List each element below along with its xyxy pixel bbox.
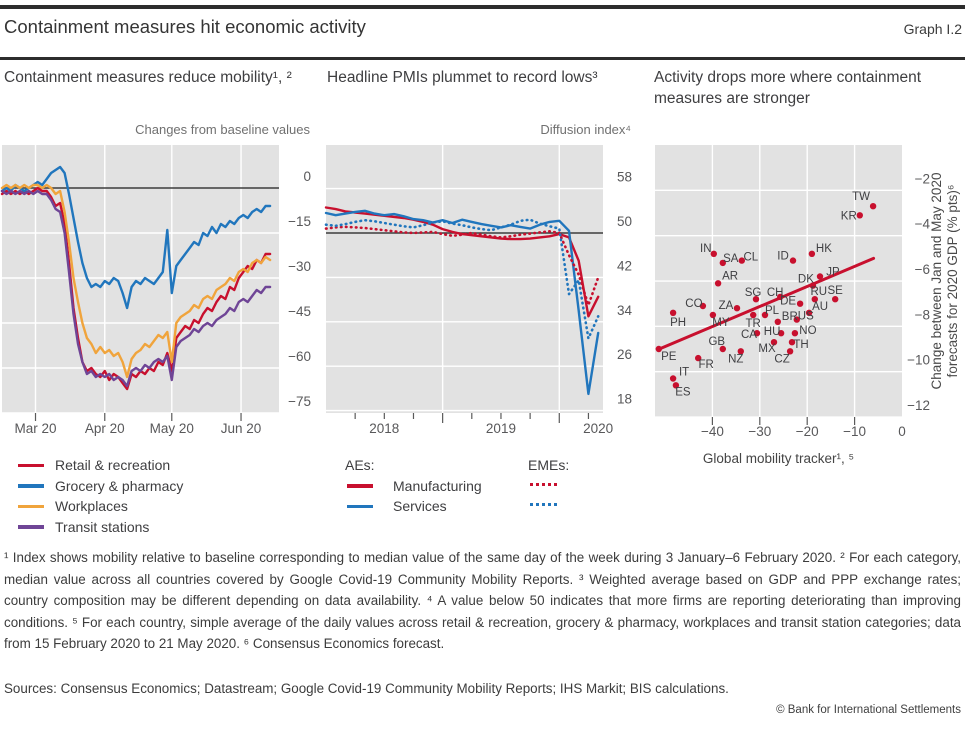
legend-swatch-solid — [347, 484, 373, 488]
svg-text:ID: ID — [777, 250, 789, 263]
svg-text:NZ: NZ — [728, 353, 744, 366]
svg-text:JP: JP — [826, 266, 840, 279]
legend-swatch-transit — [18, 525, 44, 529]
scatter-point-AR — [715, 280, 721, 286]
svg-text:MY: MY — [712, 317, 730, 329]
pmi-unit-label: Diffusion index⁴ — [540, 122, 631, 137]
y-axis — [288, 169, 311, 409]
scatter-point-HK — [809, 251, 815, 257]
graph-number: Graph I.2 — [903, 21, 962, 37]
svg-text:RU: RU — [810, 286, 828, 299]
legend-label: Workplaces — [55, 498, 128, 514]
scatter-y-axis-title — [929, 173, 960, 390]
x-axis — [14, 413, 261, 436]
svg-text:CH: CH — [766, 286, 784, 299]
svg-text:−75: −75 — [288, 394, 311, 409]
svg-text:TW: TW — [852, 191, 871, 204]
scatter-point-TW — [870, 203, 876, 209]
svg-text:DK: DK — [797, 273, 814, 286]
svg-text:DE: DE — [780, 295, 797, 308]
scatter-x-axis-title: Global mobility tracker¹, ⁵ — [702, 451, 855, 466]
svg-text:TH: TH — [793, 339, 809, 352]
svg-text:AR: AR — [722, 270, 739, 283]
svg-text:IN: IN — [700, 242, 712, 255]
legend-swatch-dotted — [530, 503, 557, 506]
svg-text:−12: −12 — [907, 398, 930, 414]
svg-text:−20: −20 — [795, 424, 819, 439]
svg-text:AU: AU — [812, 300, 829, 313]
svg-text:−8: −8 — [914, 307, 930, 323]
svg-text:US: US — [797, 310, 814, 323]
svg-text:2019: 2019 — [485, 421, 516, 436]
plot-area — [326, 145, 603, 413]
legend-swatch-retail — [18, 464, 44, 468]
scatter-point-DE — [797, 301, 803, 307]
panel-title-pmi: Headline PMIs plummet to record lows³ — [327, 69, 598, 86]
legend-label: Retail & recreation — [55, 457, 171, 473]
legend-swatch-grocery — [18, 484, 44, 488]
scatter-point-KR — [857, 212, 863, 218]
legend-label: Services — [393, 498, 447, 514]
pmi-chart — [318, 140, 636, 440]
svg-text:Change between Jan and May 202: Change between Jan and May 2020 — [929, 172, 944, 390]
y-axis — [617, 170, 633, 407]
y-axis — [907, 171, 930, 413]
svg-text:MX: MX — [758, 343, 776, 356]
svg-text:0: 0 — [303, 169, 311, 184]
svg-text:May 20: May 20 — [149, 421, 194, 436]
svg-text:ZA: ZA — [718, 300, 734, 313]
pmi-legend-headers — [345, 455, 635, 476]
svg-text:FR: FR — [698, 359, 714, 372]
svg-text:TR: TR — [745, 318, 761, 330]
scatter-point-ZA — [734, 305, 740, 311]
svg-text:HU: HU — [763, 326, 781, 339]
svg-text:CL: CL — [743, 251, 759, 264]
svg-text:Mar 20: Mar 20 — [14, 421, 57, 436]
panel-title-mobility: Containment measures reduce mobility¹, ² — [4, 69, 292, 86]
svg-text:−30: −30 — [288, 259, 311, 274]
svg-text:SG: SG — [744, 287, 762, 300]
svg-text:−2: −2 — [914, 171, 930, 187]
svg-text:GB: GB — [708, 336, 726, 348]
svg-text:ES: ES — [675, 386, 691, 399]
svg-text:NO: NO — [799, 325, 817, 338]
svg-text:CO: CO — [685, 298, 703, 310]
svg-text:−40: −40 — [700, 424, 724, 439]
panel-title-scatter: Activity drops more where containment measures are stronger — [654, 69, 922, 107]
svg-text:PH: PH — [670, 316, 687, 329]
svg-text:−4: −4 — [914, 216, 930, 232]
svg-text:BR: BR — [781, 310, 798, 323]
page-title: Containment measures hit economic activity — [4, 16, 366, 37]
svg-text:forecasts for 2020 GDP (% pts): forecasts for 2020 GDP (% pts)⁶ — [945, 184, 960, 378]
legend-header-emes: EMEs: — [528, 457, 570, 473]
legend-swatch-dotted — [530, 483, 557, 486]
legend-item-services — [345, 496, 635, 517]
scatter-point-ID — [790, 257, 796, 263]
svg-text:2020: 2020 — [583, 421, 614, 436]
scatter-point-NO — [792, 330, 798, 336]
svg-text:50: 50 — [616, 214, 632, 229]
legend-swatch-solid — [347, 505, 373, 509]
title-divider — [0, 57, 965, 60]
svg-text:18: 18 — [616, 391, 632, 407]
svg-text:−60: −60 — [288, 349, 311, 364]
svg-text:HK: HK — [815, 242, 832, 255]
svg-text:58: 58 — [616, 169, 632, 185]
svg-text:26: 26 — [616, 347, 632, 363]
svg-text:42: 42 — [616, 258, 632, 274]
svg-text:2018: 2018 — [369, 421, 400, 436]
footnotes: ¹ Index shows mobility relative to baseline corresponding to median value of the same day of the week during 3 January–6 February 2020. ² For each category, median value across all countries covered by Google Covid-19 Community Mobility Reports. ³ Weighted average based on GDP and PPP exchange rates; country composition may be different depending on data availability. ⁴ A value below 50 indicates that more firms are reporting deteriorating than improving conditions. ⁵ For each country, simple average of the daily values across retail & recreation, grocery & pharmacy, workplaces and transit station categories; data from 15 February 2020 to 21 May 2020. ⁶ Consensus Economics forecast. — [4, 550, 961, 652]
svg-text:PL: PL — [764, 305, 780, 317]
scatter-chart — [640, 140, 965, 445]
svg-text:−10: −10 — [907, 352, 930, 368]
legend-item-manufacturing — [345, 476, 635, 497]
legend-swatch-workplaces — [18, 505, 44, 509]
svg-text:−15: −15 — [288, 214, 311, 229]
x-axis — [355, 413, 613, 436]
mobility-unit-label: Changes from baseline values — [135, 122, 310, 137]
legend-label: Transit stations — [55, 518, 150, 535]
mobility-chart — [0, 140, 315, 440]
scatter-point-JP — [817, 273, 823, 279]
x-axis — [701, 417, 906, 439]
svg-text:−45: −45 — [288, 304, 311, 319]
pmi-legend — [345, 455, 635, 517]
svg-text:SE: SE — [827, 285, 843, 298]
svg-text:Jun 20: Jun 20 — [220, 421, 262, 436]
svg-text:0: 0 — [898, 424, 906, 439]
svg-text:SA: SA — [723, 252, 739, 265]
svg-text:KR: KR — [840, 210, 857, 223]
svg-text:−6: −6 — [914, 262, 930, 278]
svg-text:CA: CA — [741, 329, 757, 342]
svg-text:CZ: CZ — [774, 353, 790, 366]
svg-text:Apr 20: Apr 20 — [84, 421, 125, 436]
svg-text:34: 34 — [616, 302, 632, 318]
svg-text:−30: −30 — [748, 424, 772, 439]
scatter-point-IT — [670, 375, 676, 381]
scatter-point-PH — [670, 310, 676, 316]
copyright-notice: © Bank for International Settlements — [776, 704, 961, 716]
svg-text:PE: PE — [661, 351, 677, 363]
legend-label: Grocery & pharmacy — [55, 477, 184, 494]
scatter-point-BR — [775, 319, 781, 325]
svg-text:−10: −10 — [843, 424, 867, 439]
legend-header-aes: AEs: — [345, 457, 375, 473]
top-rule — [0, 5, 965, 9]
svg-text:IT: IT — [678, 366, 690, 379]
legend-label: Manufacturing — [393, 477, 482, 494]
sources-line: Sources: Consensus Economics; Datastream; Google Covid-19 Community Mobility Reports; IHS Markit; BIS calculations. — [4, 681, 729, 696]
